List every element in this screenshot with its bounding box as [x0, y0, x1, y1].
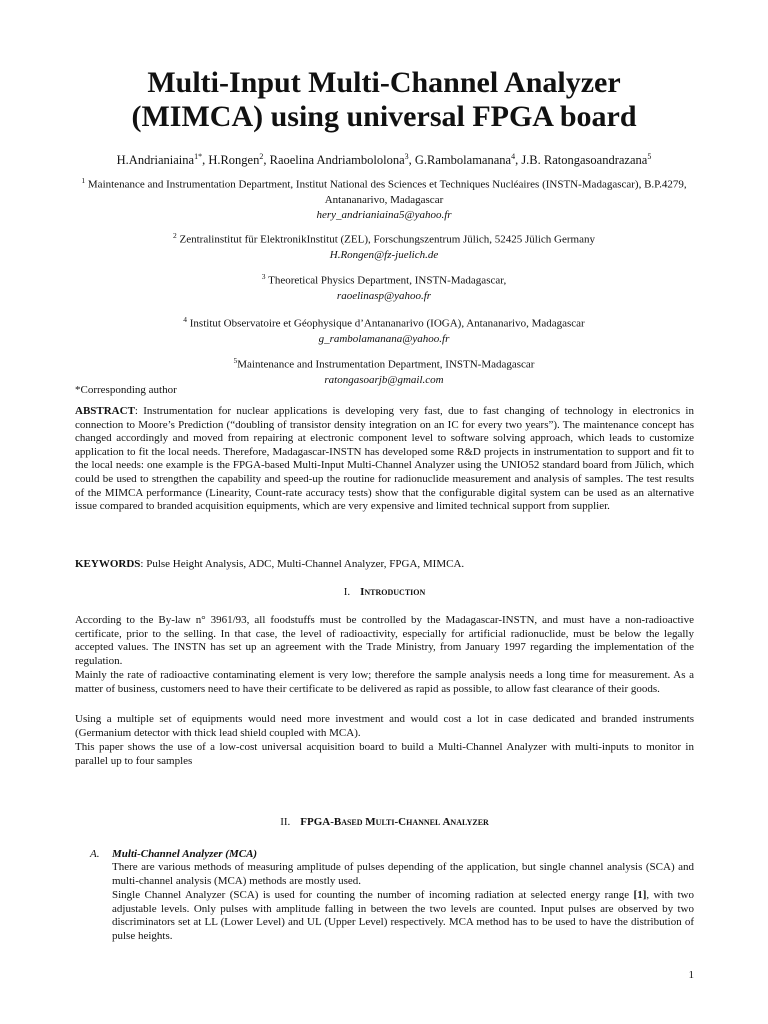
subsection-heading-mca: A. Multi-Channel Analyzer (MCA) [90, 848, 258, 860]
mca-paragraph: There are various methods of measuring amplitude of pulses depending of the application, but single channel analysis (SCA) and multi-channel analysis (MCA) methods are mostly used. [112, 861, 694, 887]
intro-paragraph: Using a multiple set of equipments would need more investment and would cost a lot in case dedicated and branded instruments (Germanium detector with thick lead shield coupled with MCA). [75, 713, 694, 739]
section-heading-introduction: I. Introduction [343, 586, 426, 598]
citation-ref: [1] [633, 889, 647, 901]
author-email: raoelinasp@yahoo.fr [336, 289, 432, 302]
affiliation-5: $^5$Maintenance and Instrumentation Department, INSTN-Madagascar ratongasoarjb@gmail.com [80, 353, 688, 388]
author-email: ratongasoarjb@gmail.com [324, 373, 444, 386]
abstract-text: : Instrumentation for nuclear applications is developing very fast, due to fast changing of technology in electronics in connection to Moore’s Prediction (“doubling of transistor density integration on an IC for every two years”). The maintenance concept has changed accordingly and moved from repairing at electronic component level to software solving approach, which leads to customize application to fit the local needs. Therefore, Madagascar-INSTN has developed some R&D projects in instrumentation to support and fit to the local needs: one example is the FPGA-based Multi-Input Multi-Channel Analyzer using the UNIO52 standard board from Jülich, which could be used to strengthen the capability and speed-up the routine for radionuclide measurement and analysis of samples. The test results of the MIMCA performance (Linearity, Count-rate accuracy tests) show that the configurable digital system can be used as an alternative issue compared to branded acquisition equipments, which are very expensive and limited technical support from supplier. [75, 405, 694, 513]
corresponding-author-note: *Corresponding author [75, 384, 177, 396]
affiliation-1: $^1$ Maintenance and Instrumentation Department, Institut National des Sciences et Techniques Nucléaires (INSTN-Madagascar), B.P.4279, Antananarivo, Madagascar hery_andrianiaina5@yahoo.fr [81, 176, 687, 221]
author: Raoelina Andriambololona$^3$, [269, 152, 415, 168]
author-email: H.Rongen@fz-juelich.de [329, 248, 439, 261]
author: G.Rambolamanana$^4$, [414, 152, 522, 168]
keywords [75, 558, 694, 572]
title-line-1: Multi-Input Multi-Channel Analyzer [147, 66, 621, 99]
paper-title [60, 66, 708, 134]
keywords-label: KEYWORDS [75, 558, 141, 570]
author-email: g_rambolamanana@yahoo.fr [318, 332, 450, 345]
affiliation-2: $^2$ Zentralinstitut für ElektronikInstitut (ZEL), Forschungszentrum Jülich, 52425 Jülich Germany H.Rongen@fz-juelich.de [80, 228, 688, 263]
intro-paragraph: This paper shows the use of a low-cost universal acquisition board to build a Multi-Channel Analyzer with multi-inputs to monitor in parallel up to four samples [75, 741, 694, 767]
abstract [75, 405, 694, 514]
page-number: 1 [688, 969, 694, 981]
author-list [40, 148, 728, 169]
abstract-label: ABSTRACT [75, 405, 135, 417]
section-heading-fpga-mca: II. FPGA-Based Multi-Channel Analyzer [280, 816, 489, 828]
intro-paragraph: Mainly the rate of radioactive contaminating element is very low; therefore the sample analysis needs a long time for measurement. As a matter of business, customers need to have their certificate to be delivered as rapid as possible, to allow fast clearance of their goods. [75, 669, 694, 695]
author: H.Andrianiaina$^{1*}$, [116, 152, 209, 168]
keywords-text: : Pulse Height Analysis, ADC, Multi-Channel Analyzer, FPGA, MIMCA. [140, 558, 465, 570]
title-line-2: (MIMCA) using universal FPGA board [131, 100, 637, 133]
affiliation-4: $^4$ Institut Observatoire et Géophysique d’Antananarivo (IOGA), Antananarivo, Madagascar g_rambolamanana@yahoo.fr [80, 312, 688, 347]
author: H.Rongen$^2$, [208, 152, 270, 168]
intro-paragraph: According to the By-law n° 3961/93, all foodstuffs must be controlled by the Madagascar-INSTN, and must have a non-radioactive certificate, prior to the selling. In that case, the level of radioactivity, especially for artificial radionuclide, must be below the legally accepted values. The INSTN has set up an agreement with the Trade Ministry, from January 1997 regarding the implementation of the regulation. [75, 614, 694, 667]
author: J.B. Ratongasoandrazana$^5$ [521, 152, 652, 168]
mca-paragraph: Single Channel Analyzer (SCA) is used for counting the number of incoming radiation at selected energy range [1], with two adjustable levels. Only pulses with amplitude falling in between the two levels are counted. Input pulses are observed by two discriminators set at LL (Lower Level) and UL (Upper Level) respectively. MCA method has to be used to have the distribution of pulse heights. [112, 889, 695, 942]
affiliation-3: $^3$ Theoretical Physics Department, INSTN-Madagascar, raoelinasp@yahoo.fr [80, 269, 688, 304]
author-email: hery_andrianiaina5@yahoo.fr [316, 208, 452, 221]
